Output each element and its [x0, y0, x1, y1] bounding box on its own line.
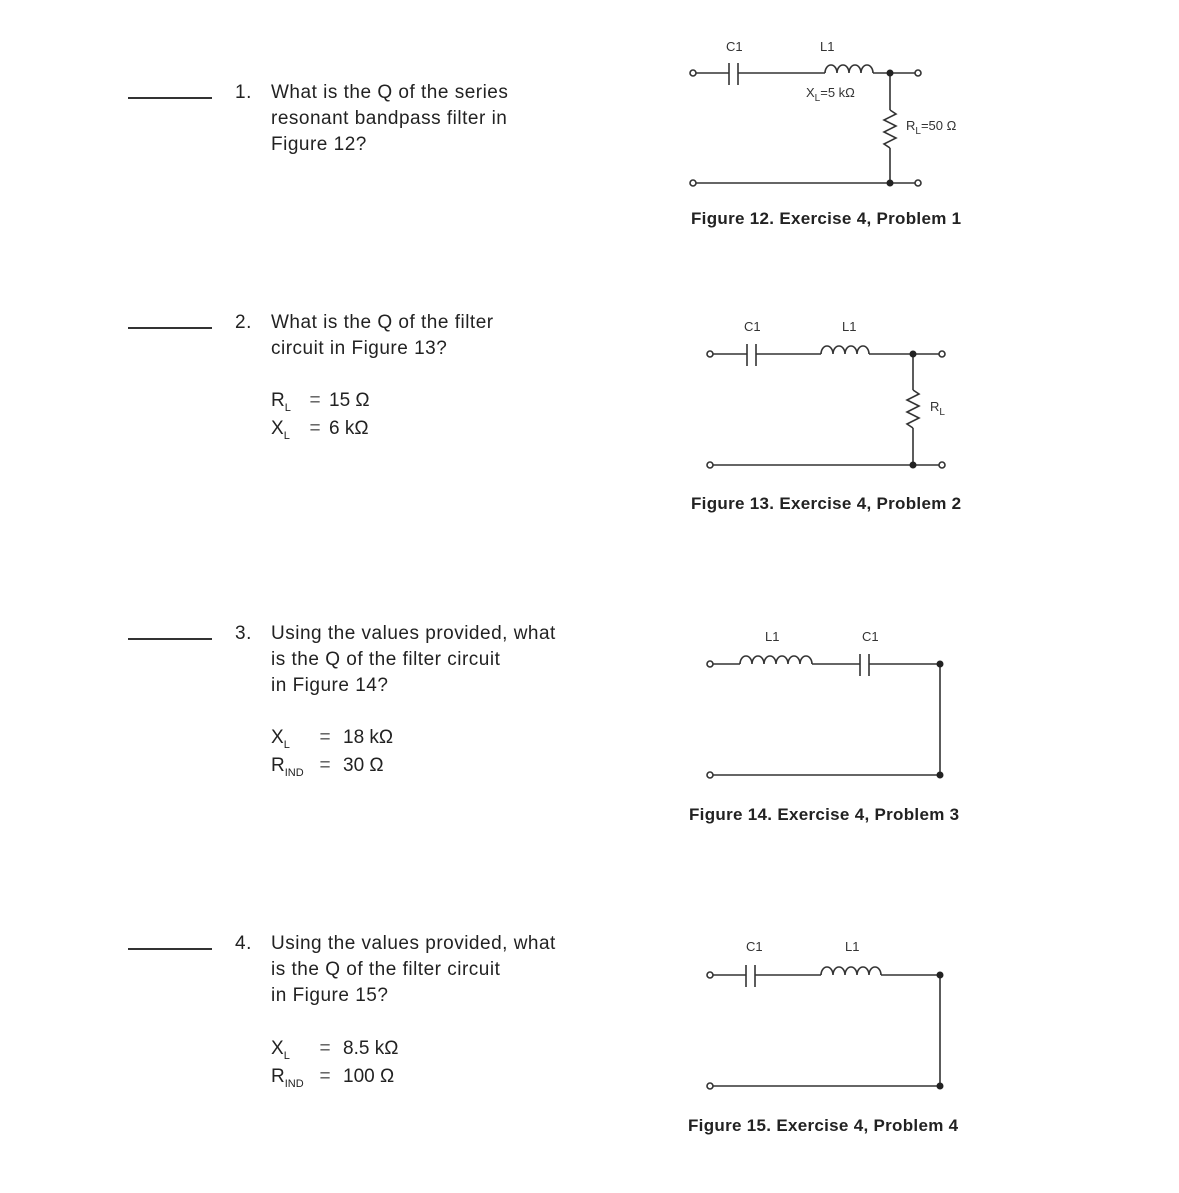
given-value: 15 Ω — [329, 390, 370, 411]
c1-label: C1 — [726, 39, 743, 54]
question-number: 4. — [235, 933, 252, 954]
given-value: 6 kΩ — [329, 418, 369, 439]
c1-label: C1 — [744, 319, 761, 334]
question-number: 1. — [235, 82, 252, 103]
question-text: Using the values provided, what is the Q of the filter circuit in Figure 14? — [271, 623, 556, 696]
equals-sign: = — [319, 755, 331, 776]
question-number: 3. — [235, 623, 252, 644]
l1-label: L1 — [820, 39, 835, 54]
given-value: 8.5 kΩ — [343, 1038, 399, 1059]
rl-label: $R_L$ — [930, 399, 945, 418]
c1-label: C1 — [746, 939, 763, 954]
question-text: What is the Q of the filter circuit in Figure 13? — [271, 312, 494, 359]
given-value: 18 kΩ — [343, 727, 394, 748]
equals-sign: = — [309, 390, 321, 411]
equals-sign: = — [319, 1066, 331, 1087]
question-text: Using the values provided, what is the Q of the filter circuit in Figure 15? — [271, 933, 556, 1006]
given-variable: $R_{IND}$ — [271, 755, 304, 779]
figure-caption: Figure 14. Exercise 4, Problem 3 — [689, 805, 960, 824]
xl-label: $X_L=5$ kΩ — [806, 85, 855, 104]
l1-label: L1 — [765, 629, 780, 644]
l1-label: L1 — [845, 939, 860, 954]
given-variable: $X_L$ — [271, 727, 290, 751]
given-value: 100 Ω — [343, 1066, 395, 1087]
equals-sign: = — [319, 727, 331, 748]
rl-label: $R_L=50$ Ω — [906, 118, 957, 137]
l1-label: L1 — [842, 319, 857, 334]
figure-caption: Figure 15. Exercise 4, Problem 4 — [688, 1116, 959, 1135]
equals-sign: = — [309, 418, 321, 439]
given-value: 30 Ω — [343, 755, 384, 776]
question-text: What is the Q of the series resonant bandpass filter in Figure 12? — [271, 82, 509, 155]
figure-caption: Figure 13. Exercise 4, Problem 2 — [691, 494, 962, 513]
equals-sign: = — [319, 1038, 331, 1059]
given-variable: $R_L$ — [271, 390, 291, 414]
given-variable: $R_{IND}$ — [271, 1066, 304, 1090]
figure-caption: Figure 12. Exercise 4, Problem 1 — [691, 209, 962, 228]
question-number: 2. — [235, 312, 252, 333]
given-variable: $X_L$ — [271, 1038, 290, 1062]
given-variable: $X_L$ — [271, 418, 290, 442]
c1-label: C1 — [862, 629, 879, 644]
